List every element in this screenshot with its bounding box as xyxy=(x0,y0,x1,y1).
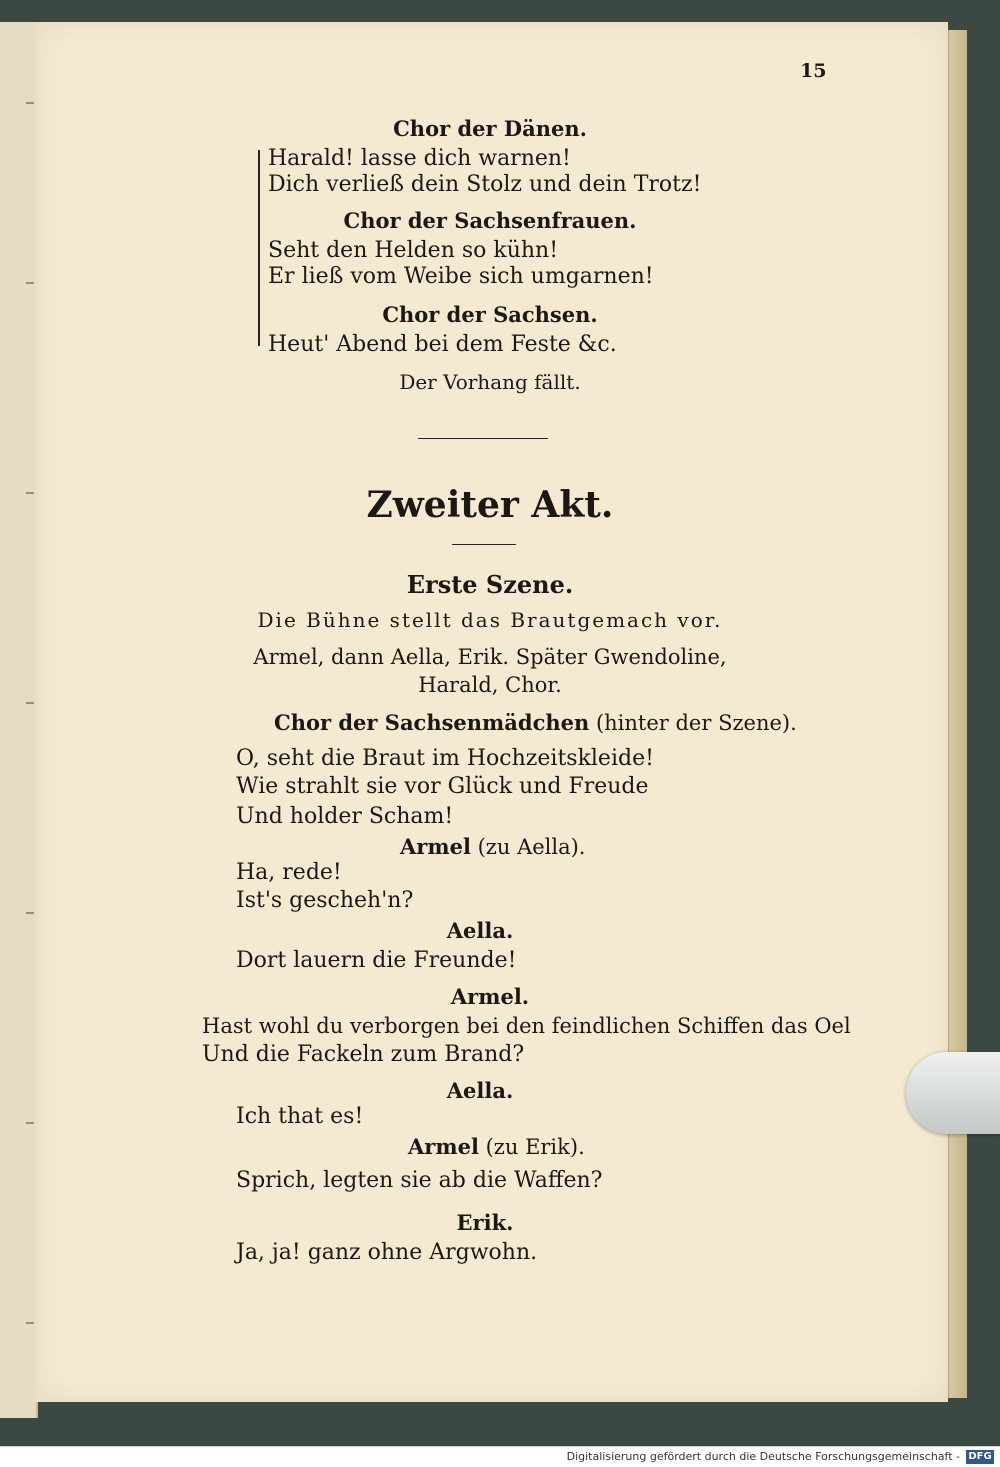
heading-chor-daenen: Chor der Dänen. xyxy=(393,116,587,141)
title-underline xyxy=(452,544,516,545)
binding-stitch xyxy=(26,912,34,914)
book-cover-edge xyxy=(948,30,967,1398)
verse-line: Heut' Abend bei dem Feste &c. xyxy=(268,332,617,357)
verse-line: Harald! lasse dich warnen! xyxy=(268,146,571,171)
speaker-name: Armel xyxy=(408,1134,479,1159)
verse-line: Er ließ vom Weibe sich umgarnen! xyxy=(268,264,654,289)
digitization-footer xyxy=(0,1446,1000,1467)
digitization-credit: Digitalisierung gefördert durch die Deutsche Forschungsgemeinschaft - xyxy=(566,1450,960,1463)
speaker-name: Armel. xyxy=(450,984,530,1009)
dfg-logo: DFG xyxy=(966,1450,994,1464)
left-page-edge xyxy=(0,22,38,1418)
page-number: 15 xyxy=(800,60,827,82)
character-list: Harald, Chor. xyxy=(418,673,562,697)
speaker-direction: (zu Aella). xyxy=(477,835,586,859)
binding-stitch xyxy=(26,702,34,704)
speaker-name: Chor der Sachsenmädchen xyxy=(274,710,590,735)
verse-line: Seht den Helden so kühn! xyxy=(268,238,559,263)
verse-line: Ja, ja! ganz ohne Argwohn. xyxy=(236,1240,538,1265)
speaker-name: Aella. xyxy=(446,1078,514,1103)
binding-stitch xyxy=(26,492,34,494)
binding-stitch xyxy=(26,282,34,284)
verse-line: Sprich, legten sie ab die Waffen? xyxy=(236,1168,603,1193)
stage-direction: Die Bühne stellt das Brautgemach vor. xyxy=(257,608,723,632)
verse-line: Ist's gescheh'n? xyxy=(236,888,414,913)
speaker-name: Aella. xyxy=(446,918,514,943)
scene-title: Erste Szene. xyxy=(406,570,574,599)
binding-stitch xyxy=(26,1122,34,1124)
verse-line: Hast wohl du verborgen bei den feindlichen Schiffen das Oel xyxy=(202,1014,851,1038)
speaker-name: Armel xyxy=(400,834,471,859)
heading-chor-sachsen: Chor der Sachsen. xyxy=(382,302,598,327)
verse-line: Wie strahlt sie vor Glück und Freude xyxy=(236,774,649,799)
act-title: Zweiter Akt. xyxy=(366,484,614,526)
binding-stitch xyxy=(26,1322,34,1324)
binding-stitch xyxy=(26,102,34,104)
verse-line: O, seht die Braut im Hochzeitskleide! xyxy=(236,746,654,771)
section-divider xyxy=(418,438,548,439)
speaker-name: Erik. xyxy=(456,1210,514,1235)
page-clip-tab xyxy=(906,1052,1000,1134)
verse-line: Dich verließ dein Stolz und dein Trotz! xyxy=(268,172,702,197)
speaker-direction: (hinter der Szene). xyxy=(595,711,797,735)
stage-direction-curtain: Der Vorhang fällt. xyxy=(399,370,581,394)
heading-chor-sachsenfrauen: Chor der Sachsenfrauen. xyxy=(343,208,637,233)
speaker-direction: (zu Erik). xyxy=(485,1135,585,1159)
verse-line: Und holder Scham! xyxy=(236,804,454,829)
speaker-heading xyxy=(274,710,797,735)
speaker-heading xyxy=(408,1134,585,1159)
verse-line: Ha, rede! xyxy=(236,860,342,885)
character-list: Armel, dann Aella, Erik. Später Gwendoline, xyxy=(253,645,727,669)
verse-line: Ich that es! xyxy=(236,1104,364,1129)
verse-line: Und die Fackeln zum Brand? xyxy=(202,1042,525,1067)
speaker-heading xyxy=(400,834,585,859)
verse-line: Dort lauern die Freunde! xyxy=(236,948,517,973)
chorus-brace xyxy=(258,150,268,346)
